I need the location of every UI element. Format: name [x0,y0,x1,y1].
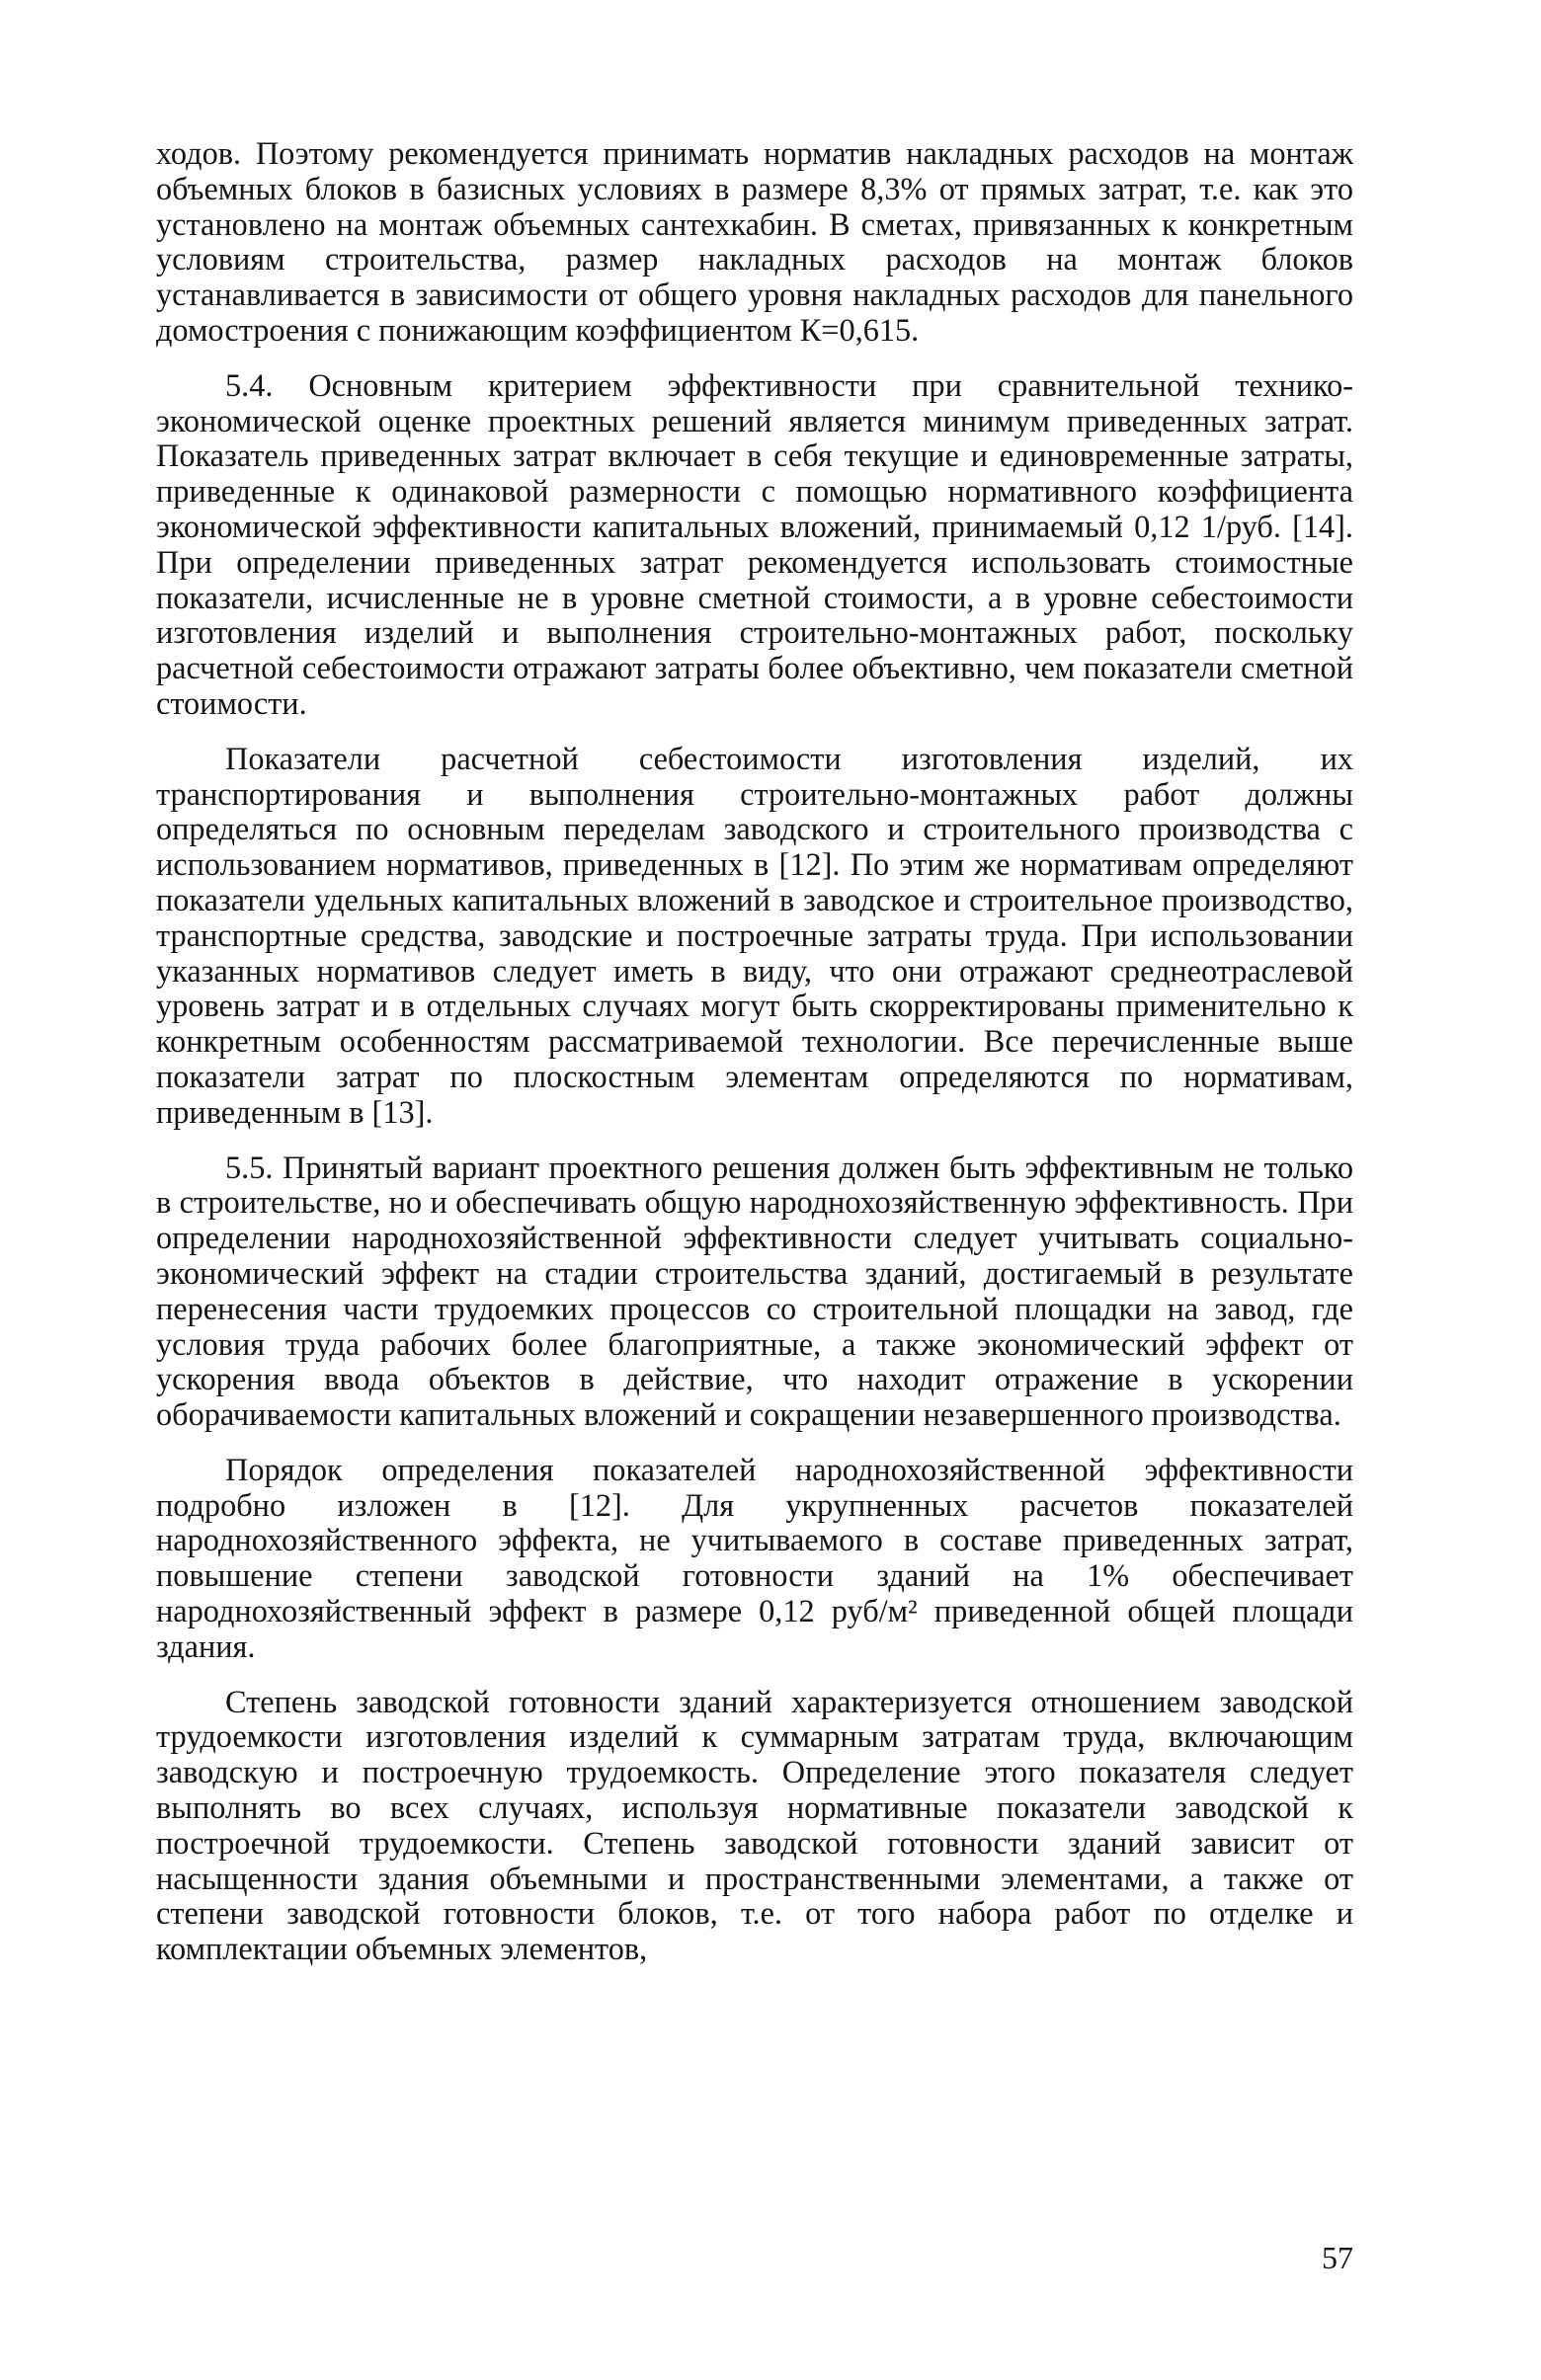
paragraph-efficiency-procedure: Порядок определения показателей народнохозяйственной эффективности подробно изложен в [12]. Для укрупненных расчетов показателей народнохозяйственного эффекта, не учитываемого в составе приведенных затрат, повышение степени заводской готовности зданий на 1% обеспечивает народнохозяйственный эффект в размере 0,12 руб/м² приведенной общей площади здания. [156,1451,1353,1664]
page-number: 57 [1322,2240,1353,2275]
paragraph-overhead-costs: ходов. Поэтому рекомендуется принимать норматив накладных расходов на монтаж объемных блоков в базисных условиях в размере 8,3% от прямых затрат, т.е. как это установлено на монтаж объемных сантехкабин. В сметах, привязанных к конкретным условиям строительства, размер накладных расходов на монтаж блоков устанавливается в зависимости от общего уровня накладных расходов для панельного домостроения с понижающим коэффициентом К=0,615. [156,135,1353,348]
paragraph-factory-readiness: Степень заводской готовности зданий характеризуется отношением заводской трудоемкости изготовления изделий к суммарным затратам труда, включающим заводскую и построечную трудоемкость. Определение этого показателя следует выполнять во всех случаях, используя нормативные показатели заводской к построечной трудоемкости. Степень заводской готовности зданий зависит от насыщенности здания объемными и пространственными элементами, а также от степени заводской готовности блоков, т.е. от того набора работ по отделке и комплектации объемных элементов, [156,1683,1353,1967]
paragraph-section-5-4: 5.4. Основным критерием эффективности при сравнительной технико-экономической оценке проектных решений является минимум приведенных затрат. Показатель приведенных затрат включает в себя текущие и единовременные затраты, приведенные к одинаковой размерности с помощью нормативного коэффициента экономической эффективности капитальных вложений, принимаемый 0,12 1/руб. [14]. При определении приведенных затрат рекомендуется использовать стоимостные показатели, исчисленные не в уровне сметной стоимости, а в уровне себестоимости изготовления изделий и выполнения строительно-монтажных работ, поскольку расчетной себестоимости отражают затраты более объективно, чем показатели сметной стоимости. [156,366,1353,721]
paragraph-cost-indicators: Показатели расчетной себестоимости изготовления изделий, их транспортирования и выполнения строительно-монтажных работ должны определяться по основным переделам заводского и строительного производства с использованием нормативов, приведенных в [12]. По этим же нормативам определяют показатели удельных капитальных вложений в заводское и строительное производство, транспортные средства, заводские и построечные затраты труда. При использовании указанных нормативов следует иметь в виду, что они отражают среднеотраслевой уровень затрат и в отдельных случаях могут быть скорректированы применительно к конкретным особенностям рассматриваемой технологии. Все перечисленные выше показатели затрат по плоскостным элементам определяются по нормативам, приведенным в [13]. [156,740,1353,1130]
page-body [156,136,1353,1967]
paragraph-section-5-5: 5.5. Принятый вариант проектного решения должен быть эффективным не только в строительстве, но и обеспечивать общую народнохозяйственную эффективность. При определении народнохозяйственной эффективности следует учитывать социально-экономический эффект на стадии строительства зданий, достигаемый в результате перенесения части трудоемких процессов со строительной площадки на завод, где условия труда рабочих более благоприятные, а также экономический эффект от ускорения ввода объектов в действие, что находит отражение в ускорении оборачиваемости капитальных вложений и сокращении незавершенного производства. [156,1149,1353,1433]
